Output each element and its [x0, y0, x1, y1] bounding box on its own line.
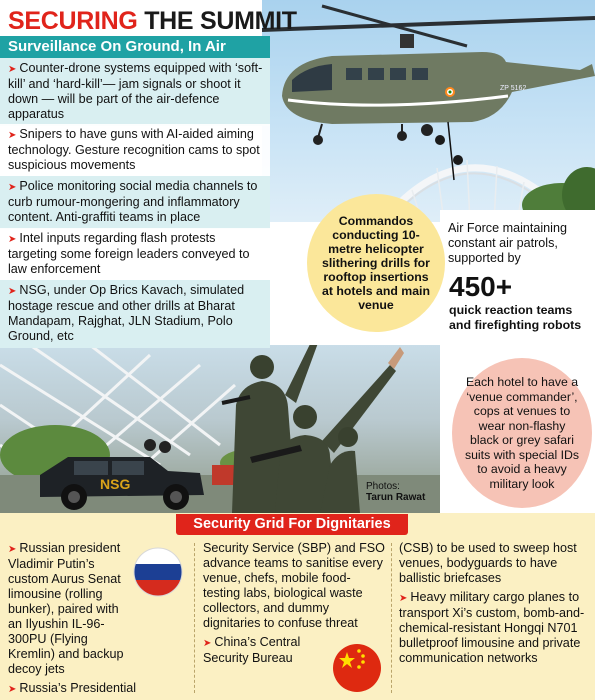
column-divider [194, 543, 195, 693]
arrow-icon: ➤ [8, 684, 17, 695]
title-rest: THE SUMMIT [137, 7, 297, 35]
photo-credit-label: Photos: [366, 481, 400, 492]
col1-paragraph-1: Russian president Vladimir Putin’s custom Aurus Senat limousine (rolling bunker), paired with an Ilyushin IL-96-300PU (Flying Kremlin) and backup decoy jets [8, 541, 124, 676]
photo-credit [366, 481, 425, 503]
bullet-text: Counter-drone systems equipped with ‘soft-kill’ and ‘hard-kill’— jam signals or shoot it down — will be part of the air-defence apparatus [8, 61, 263, 121]
arrow-icon: ➤ [8, 64, 17, 75]
col1-paragraph-2: Russia’s Presidential [19, 681, 137, 695]
page-title [8, 6, 297, 36]
vehicle-marking: NSG [100, 476, 131, 492]
bullet-item [0, 228, 270, 281]
title-accent: SECURING [8, 7, 138, 35]
col3-paragraph-1: (CSB) to be used to sweep host venues, bodyguards to have ballistic briefcases [399, 541, 577, 585]
bullet-text: Police monitoring social media channels to curb rumour-mongering and inflammatory content. Anti-graffiti teams in place [8, 179, 258, 224]
arrow-icon: ➤ [8, 130, 17, 141]
bullet-text: NSG, under Op Brics Kavach, simulated hostage rescue and other drills at Bharat Mandapam, Rajghat, JLN Stadium, Polo Ground, etc [8, 283, 245, 343]
bullet-item [0, 124, 270, 177]
helicopter-marking: ZP 5162 [500, 85, 527, 92]
helicopter-photo [262, 0, 595, 222]
col3-paragraph-2: Heavy military cargo planes to transport Xi’s custom, bomb-and-chemical-resistant Hongqi N701 bulletproof limousine and private communication networks [399, 590, 585, 665]
arrow-icon: ➤ [203, 638, 212, 649]
qrt-count: 450+ [449, 271, 513, 302]
section-header-surveillance: Surveillance On Ground, In Air [0, 36, 270, 58]
bullet-text: Intel inputs regarding flash protests targeting some foreign leaders conveyed to law enforcement [8, 231, 250, 276]
russia-flag-icon [133, 547, 183, 597]
china-flag-icon [332, 643, 382, 693]
qrt-text: quick reaction teams and firefighting robots [449, 303, 582, 332]
dignitaries-column-3 [399, 541, 589, 666]
arrow-icon: ➤ [8, 286, 17, 297]
arrow-icon: ➤ [8, 544, 17, 555]
arrow-icon: ➤ [399, 593, 408, 604]
bullet-item [0, 280, 270, 348]
bullet-item [0, 58, 270, 126]
bullet-item [0, 176, 270, 229]
commandos-callout: Commandos conducting 10-metre helicopter slithering drills for rooftop insertions at hotels and main venue [307, 194, 445, 332]
bullet-text: Snipers to have guns with AI-aided aiming technology. Gesture recognition cams to spot suspicious movements [8, 127, 260, 172]
helicopter-illustration [262, 0, 595, 222]
hotel-callout: Each hotel to have a ‘venue commander’, cops at venues to wear non-flashy black or grey safari suits with special IDs to avoid a heavy military look [452, 358, 592, 508]
section-header-dignitaries: Security Grid For Dignitaries [176, 514, 408, 535]
arrow-icon: ➤ [8, 234, 17, 245]
column-divider [391, 543, 392, 693]
col2-paragraph-2: China’s Central Security Bureau [203, 635, 301, 665]
photo-credit-name: Tarun Rawat [366, 492, 426, 503]
col2-paragraph-1: Security Service (SBP) and FSO advance teams to sanitise every venue, chefs, mobile food-testing labs, biological waste collectors, and dummy dignitaries to confuse threat [203, 541, 385, 630]
arrow-icon: ➤ [8, 182, 17, 193]
air-force-text: Air Force maintaining constant air patrols, supported by [448, 221, 567, 265]
